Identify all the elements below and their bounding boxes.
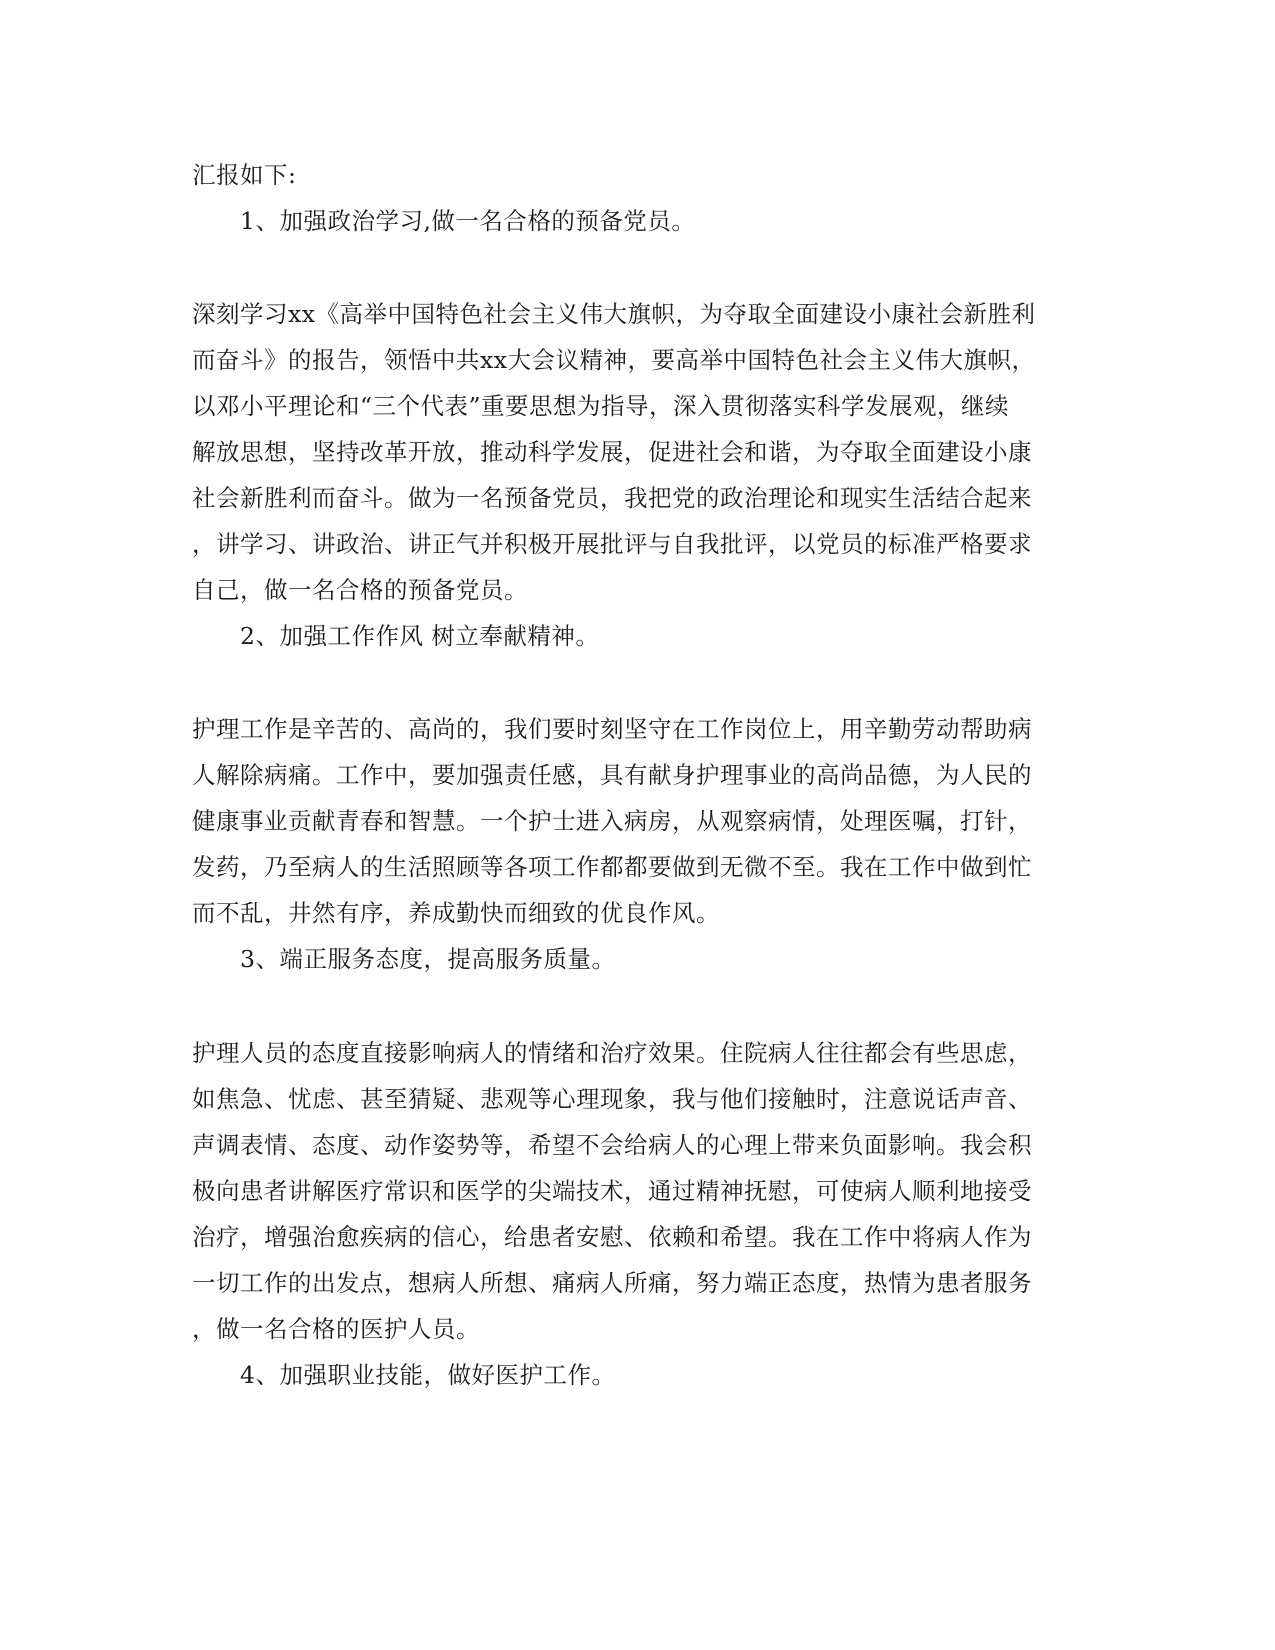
intro-text: 汇报如下: bbox=[192, 161, 297, 189]
section-3-heading: 3、端正服务态度，提高服务质量。 bbox=[240, 945, 616, 973]
section-1-line-7: 自己，做一名合格的预备党员。 bbox=[192, 576, 528, 604]
section-2-line-2: 人解除病痛。工作中，要加强责任感，具有献身护理事业的高尚品德，为人民的 bbox=[192, 761, 1032, 789]
section-3-line-3: 声调表情、态度、动作姿势等，希望不会给病人的心理上带来负面影响。我会积 bbox=[192, 1131, 1032, 1159]
section-1-line-4: 解放思想，坚持改革开放，推动科学发展，促进社会和谐，为夺取全面建设小康 bbox=[192, 438, 1032, 466]
section-1-line-3: 以邓小平理论和“三个代表”重要思想为指导，深入贯彻落实科学发展观，继续 bbox=[192, 392, 1010, 420]
section-1-line-5: 社会新胜利而奋斗。做为一名预备党员，我把党的政治理论和现实生活结合起来 bbox=[192, 484, 1032, 512]
section-3-line-7: ，做一名合格的医护人员。 bbox=[192, 1315, 480, 1343]
section-3-line-4: 极向患者讲解医疗常识和医学的尖端技术，通过精神抚慰，可使病人顺利地接受 bbox=[192, 1177, 1032, 1205]
section-2-line-3: 健康事业贡献青春和智慧。一个护士进入病房，从观察病情，处理医嘱，打针， bbox=[192, 807, 1032, 835]
section-3-line-2: 如焦急、忧虑、甚至猜疑、悲观等心理现象，我与他们接触时，注意说话声音、 bbox=[192, 1085, 1032, 1113]
section-3-line-6: 一切工作的出发点，想病人所想、痛病人所痛，努力端正态度，热情为患者服务 bbox=[192, 1269, 1032, 1297]
section-2-heading: 2、加强工作作风 树立奉献精神。 bbox=[240, 622, 600, 650]
section-3-line-1: 护理人员的态度直接影响病人的情绪和治疗效果。住院病人往往都会有些思虑， bbox=[192, 1039, 1032, 1067]
section-1-line-6: ，讲学习、讲政治、讲正气并积极开展批评与自我批评，以党员的标准严格要求 bbox=[192, 530, 1032, 558]
section-2-line-4: 发药，乃至病人的生活照顾等各项工作都都要做到无微不至。我在工作中做到忙 bbox=[192, 853, 1032, 881]
section-1-line-2: 而奋斗》的报告，领悟中共xx大会议精神，要高举中国特色社会主义伟大旗帜， bbox=[192, 346, 1036, 374]
section-3-line-5: 治疗，增强治愈疾病的信心，给患者安慰、依赖和希望。我在工作中将病人作为 bbox=[192, 1223, 1032, 1251]
section-4-heading: 4、加强职业技能，做好医护工作。 bbox=[240, 1361, 616, 1389]
section-2-line-1: 护理工作是辛苦的、高尚的，我们要时刻坚守在工作岗位上，用辛勤劳动帮助病 bbox=[192, 715, 1032, 743]
section-2-line-5: 而不乱，井然有序，养成勤快而细致的优良作风。 bbox=[192, 899, 720, 927]
section-1-line-1: 深刻学习xx《高举中国特色社会主义伟大旗帜，为夺取全面建设小康社会新胜利 bbox=[192, 300, 1036, 328]
section-1-heading: 1、加强政治学习,做一名合格的预备党员。 bbox=[240, 207, 696, 235]
